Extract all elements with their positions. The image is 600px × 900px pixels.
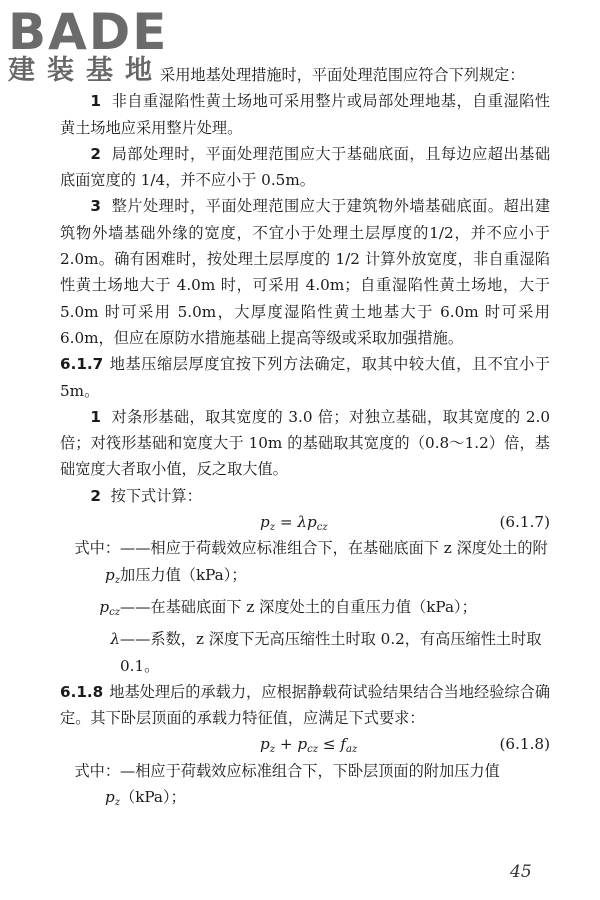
- section-number: 6.1.7: [60, 355, 104, 374]
- definition-text: —相应于荷载效应标准组合下，下卧层顶面的附加压力值（kPa）；: [120, 761, 500, 807]
- definition-symbol: $p_{cz}$: [99, 597, 120, 618]
- section-6-1-8: [60, 679, 550, 732]
- section-6-1-7: [60, 351, 550, 404]
- item-text: 对条形基础，取其宽度的 3.0 倍；对独立基础，取其宽度的 2.0 倍；对筏形基础和宽度大于 10m 的基础取其宽度的（0.8～1.2）倍，基础宽度大者取小值，反之取大值。: [60, 407, 551, 479]
- formula-number: (6.1.7): [499, 513, 550, 532]
- formula-number: (6.1.8): [499, 735, 550, 754]
- definition-text: ——在基础底面下 z 深度处土的自重压力值（kPa）；: [120, 597, 477, 616]
- clause-item: [60, 88, 550, 141]
- document-body: [60, 62, 550, 816]
- definition-pz: [60, 535, 550, 594]
- section-text: 地基压缩层厚度宜按下列方法确定，取其中较大值，且不宜小于 5m。: [60, 355, 550, 400]
- item-text: 非自重湿陷性黄土场地可采用整片或局部处理地基，自重湿陷性黄土场地应采用整片处理。: [60, 92, 551, 137]
- logo-latin-text: BADE: [8, 3, 169, 61]
- page-number: 45: [510, 862, 532, 882]
- definition-symbol: λ: [110, 630, 120, 649]
- item-text: 按下式计算：: [110, 486, 202, 505]
- item-text: 整片处理时，平面处理范围应大于建筑物外墙基础底面。超出建筑物外墙基础外缘的宽度，不宜小于处理土层厚度的1/2，并不应小于 2.0m。确有困难时，按处理土层厚度的 1/2 计算外放宽度，非自重湿陷性黄土场地大于 4.0m 时，可采用 4.0m；自重湿陷性黄土场地，大于 5.0m 时可采用 5.0m，大厚度湿陷性黄土地基大于 6.0m 时可采用 6.0m，但应在原防水措施基础上提高等级或采取加强措施。: [60, 197, 551, 347]
- intro-line: 采用地基处理措施时，平面处理范围应符合下列规定：: [160, 66, 525, 84]
- logo-chinese-text: 建装基地: [8, 55, 164, 86]
- section-text: 地基处理后的承载力，应根据静载荷试验结果结合当地经验综合确定。其下卧层顶面的承载力特征值，应满足下式要求：: [60, 682, 550, 728]
- item-number: 2: [90, 486, 101, 505]
- item-text: 局部处理时，平面处理范围应大于基础底面，且每边应超出基础底面宽度的 1/4，并不应小于 0.5m。: [60, 144, 551, 190]
- section-number: 6.1.8: [60, 682, 104, 701]
- formula-6-1-7: [60, 509, 550, 535]
- item-number: 1: [90, 92, 101, 111]
- definition-text: ——系数，z 深度下无高压缩性土时取 0.2，有高压缩性土时取 0.1。: [120, 630, 542, 675]
- formula-expression: $p_z = \lambda p_{cz}$: [260, 513, 328, 534]
- definition-symbol: 式中：$p_z$: [74, 761, 120, 809]
- formula-6-1-8: [60, 731, 550, 757]
- clause-item: [60, 141, 550, 194]
- definition-symbol: 式中：$p_z$: [74, 539, 120, 586]
- item-number: 3: [90, 197, 101, 216]
- formula-expression: $p_z + p_{cz} \le f_{az}$: [260, 735, 358, 756]
- clause-item: [60, 483, 550, 509]
- definition-pcz: [60, 594, 550, 626]
- item-number: 2: [90, 144, 101, 163]
- definition-lambda: [60, 626, 550, 679]
- clause-item: [60, 193, 550, 351]
- definition-pz-2: [60, 758, 550, 817]
- definition-text: ——相应于荷载效应标准组合下，在基础底面下 z 深度处土的附加压力值（kPa）；: [120, 539, 548, 584]
- item-number: 1: [90, 407, 101, 426]
- clause-item: [60, 404, 550, 483]
